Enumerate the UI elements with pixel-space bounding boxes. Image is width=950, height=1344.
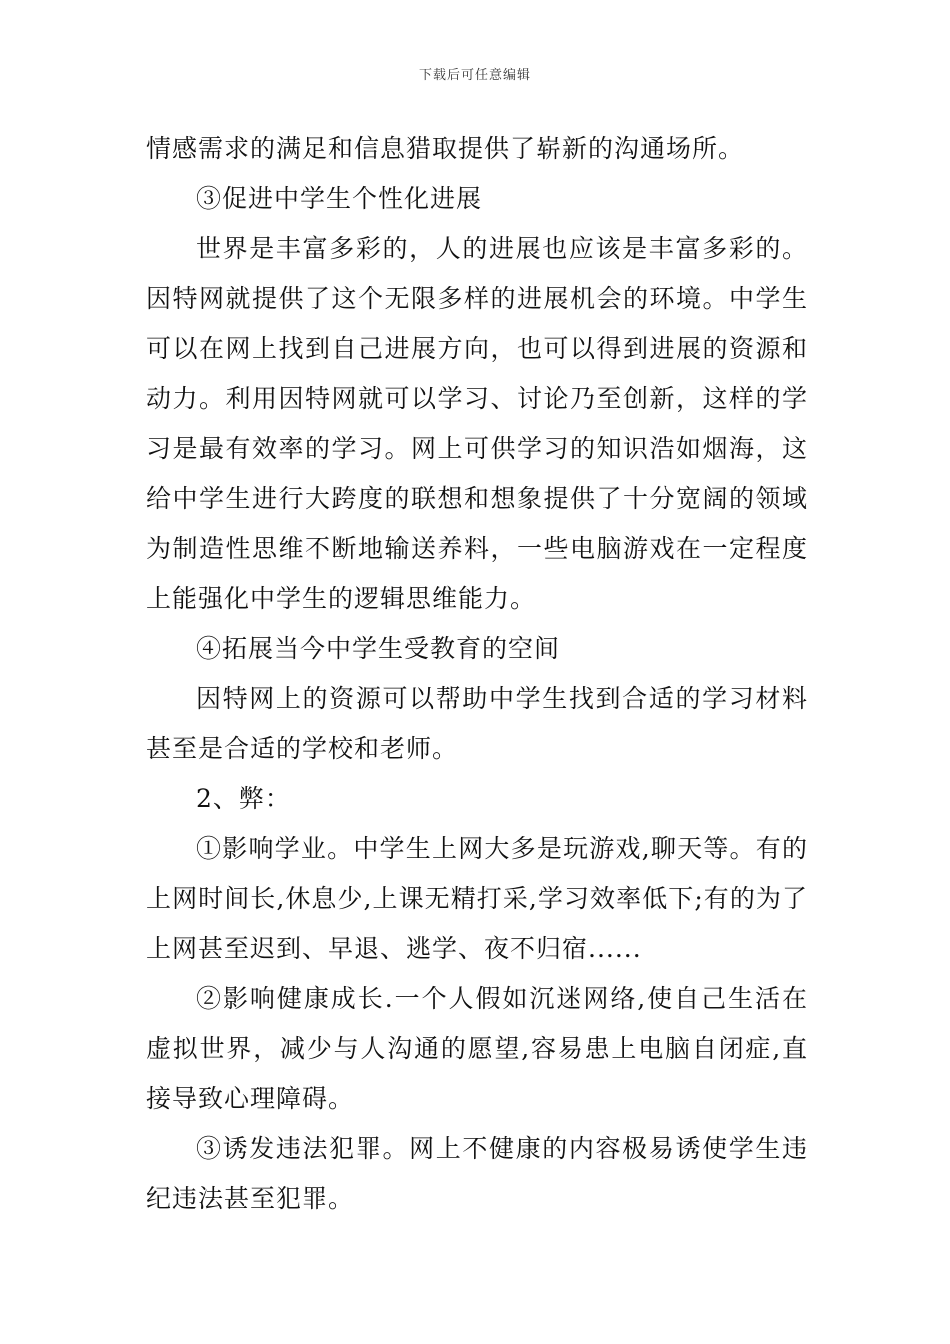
document-body (146, 124, 808, 1224)
page-header: 下载后可任意编辑 (418, 68, 531, 83)
paragraph-induce-crime: ③诱发违法犯罪。网上不健康的内容极易诱使学生违纪违法甚至犯罪。 (146, 1134, 808, 1213)
paragraph-affect-health: ②影响健康成长.一个人假如沉迷网络,使自己生活在虚拟世界，减少与人沟通的愿望,容易患上电脑自闭症,直接导致心理障碍。 (146, 984, 808, 1113)
section-heading-3: ③促进中学生个性化进展 (196, 184, 483, 213)
paragraph-continuation: 情感需求的满足和信息猎取提供了崭新的沟通场所。 (146, 134, 745, 163)
paragraph-development: 世界是丰富多彩的，人的进展也应该是丰富多彩的。因特网就提供了这个无限多样的进展机会的环境。中学生可以在网上找到自己进展方向，也可以得到进展的资源和动力。利用因特网就可以学习、讨论乃至创新，这样的学习是最有效率的学习。网上可供学习的知识浩如烟海，这给中学生进行大跨度的联想和想象提供了十分宽阔的领域为制造性思维不断地输送养料，一些电脑游戏在一定程度上能强化中学生的逻辑思维能力。 (146, 234, 808, 613)
section-heading-4: ④拓展当今中学生受教育的空间 (196, 634, 561, 663)
section-heading-disadvantages: 2、弊： (196, 784, 291, 813)
paragraph-education-space: 因特网上的资源可以帮助中学生找到合适的学习材料甚至是合适的学校和老师。 (146, 684, 808, 763)
paragraph-affect-study: ①影响学业。中学生上网大多是玩游戏,聊天等。有的上网时间长,休息少,上课无精打采,学习效率低下;有的为了上网甚至迟到、早退、逃学、夜不归宿...... (146, 834, 808, 963)
